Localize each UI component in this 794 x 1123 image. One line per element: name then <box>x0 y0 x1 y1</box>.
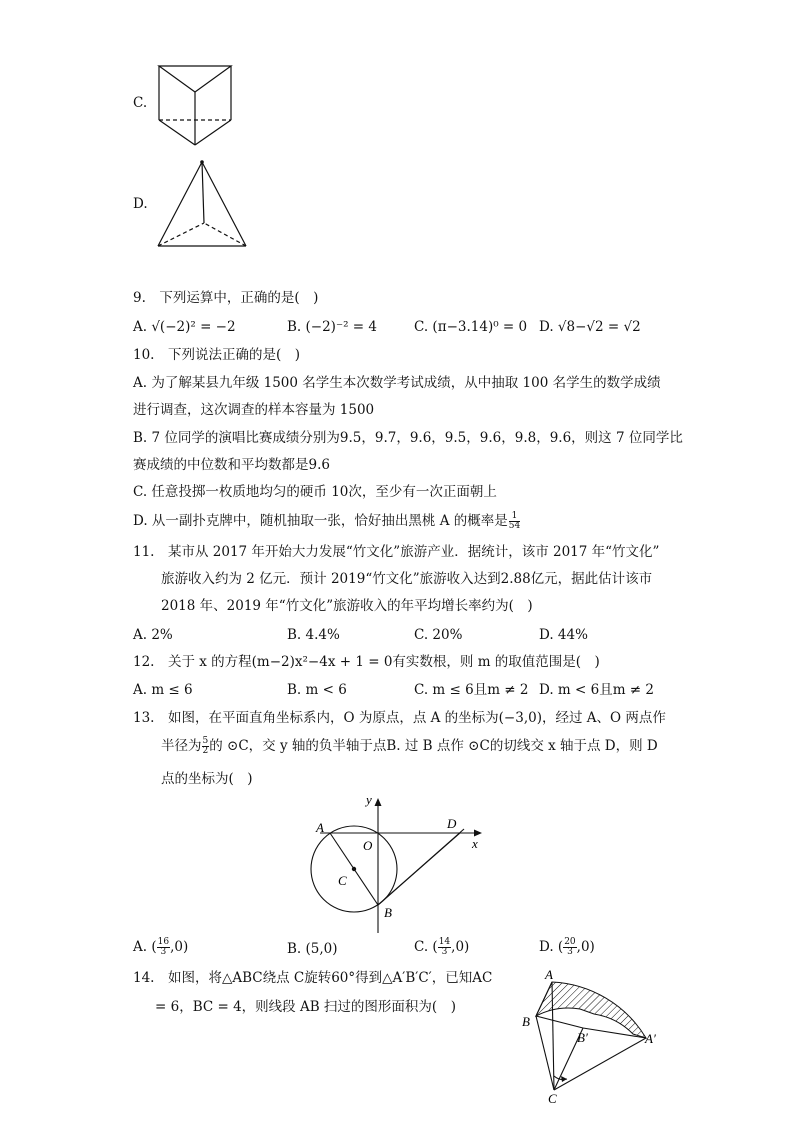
label-b: B <box>522 1014 530 1029</box>
q13-line1: 13. 如图，在平面直角坐标系内，O 为原点，点 A 的坐标为(−3,0)，经过 A、O 两点作 <box>133 710 666 726</box>
tangent-extension <box>378 829 464 905</box>
arc-chord <box>536 1016 583 1028</box>
side-a2c <box>554 1038 646 1090</box>
q11-option-b: B. 4.4% <box>287 627 340 643</box>
label-c: C <box>548 1091 557 1106</box>
q13-option-c: C. ( $\frac{14}{3}$ ,0) <box>414 937 470 957</box>
q13-option-d: D. ( $\frac{20}{3}$ ,0) <box>539 937 595 957</box>
q10-option-a-line2: 进行调查，这次调查的样本容量为 1500 <box>133 402 375 418</box>
option-d-label: D. <box>133 196 148 212</box>
q14-figure <box>515 966 675 1106</box>
q10-option-d <box>133 512 520 531</box>
prism-figure <box>150 58 240 153</box>
q11-option-d: D. 44% <box>539 627 588 643</box>
q10-option-d-text: D. 从一副扑克牌中，随机抽取一张，恰好抽出黑桃 A 的概率是 <box>133 513 508 529</box>
q13-line2: 半径为 $\frac{5}{2}$ 的 ⊙C，交 y 轴的负半轴于点B. 过 B 点作 ⊙C的切线交 x 轴于点 D，则 D <box>161 736 658 756</box>
q10-fraction: $\frac{1}{54}$ <box>508 511 521 531</box>
label-x: x <box>472 836 478 851</box>
q12-stem: 12. 关于 x 的方程(m−2)x²−4x + 1 = 0有实数根，则 m 的取值范围是( ) <box>133 654 600 670</box>
option-c-label: C. <box>133 95 148 111</box>
q13-line3: 点的坐标为( ) <box>161 771 253 787</box>
label-b: B <box>384 905 392 920</box>
q12-option-c: C. m ≤ 6且m ≠ 2 <box>414 682 529 698</box>
label-c: C <box>338 873 347 888</box>
q13-radius-fraction: $\frac{5}{2}$ <box>202 736 209 756</box>
q10-option-b-line2: 赛成绩的中位数和平均数都是9.6 <box>133 457 330 473</box>
q12-option-d: D. m < 6且m ≠ 2 <box>539 682 654 698</box>
q14-line2: = 6，BC = 4，则线段 AB 扫过的图形面积为( ) <box>155 999 456 1015</box>
y-axis-arrow <box>375 798 382 806</box>
q11-line3: 2018 年、2019 年“竹文化”旅游收入的年平均增长率约为( ) <box>161 598 533 614</box>
q9-option-a: A. √(−2)² = −2 <box>133 319 236 335</box>
q13-option-a: A. ( $\frac{16}{3}$ ,0) <box>133 937 189 957</box>
pyramid-figure <box>150 156 255 253</box>
q9-stem: 9. 下列运算中，正确的是( ) <box>133 290 319 306</box>
q11-line2: 旅游收入约为 2 亿元．预计 2019“竹文化”旅游收入达到2.88亿元，据此估计该市 <box>161 571 653 587</box>
q9-option-b: B. (−2)⁻² = 4 <box>287 319 377 335</box>
label-d: D <box>447 816 457 831</box>
label-o: O <box>363 838 373 853</box>
label-y: y <box>366 792 372 807</box>
q13-option-b: B. (5,0) <box>287 941 338 957</box>
q11-line1: 11. 某市从 2017 年开始大力发展“竹文化”旅游产业．据统计，该市 2017 年“竹文化” <box>133 544 660 560</box>
q11-option-a: A. 2% <box>133 627 173 643</box>
label-a: A <box>316 820 324 835</box>
q10-option-c: C. 任意投掷一枚质地均匀的硬币 10次，至少有一次正面朝上 <box>133 484 497 500</box>
label-b-prime: B′ <box>577 1030 588 1045</box>
q14-line1: 14. 如图，将△ABC绕点 C旋转60°得到△A′B′C′，已知AC <box>133 970 493 986</box>
center-point <box>352 867 356 871</box>
label-a: A <box>545 967 553 982</box>
q12-option-b: B. m < 6 <box>287 682 347 698</box>
q10-option-a-line1: A. 为了解某县九年级 1500 名学生本次数学考试成绩，从中抽取 100 名学生的数学成绩 <box>133 375 661 391</box>
side-bc <box>536 1016 554 1090</box>
q9-option-c: C. (π−3.14)⁰ = 0 <box>414 319 528 335</box>
label-a-prime: A′ <box>645 1031 656 1046</box>
rotation-arrow <box>561 1076 567 1082</box>
q10-stem: 10. 下列说法正确的是( ) <box>133 347 301 363</box>
q13-figure <box>300 788 500 938</box>
q9-option-d: D. √8−√2 = √2 <box>539 319 641 335</box>
q11-option-c: C. 20% <box>414 627 463 643</box>
q10-option-b-line1: B. 7 位同学的演唱比赛成绩分别为9.5，9.7，9.6，9.5，9.6，9.8，9.6，则这 7 位同学比 <box>133 430 683 446</box>
q12-option-a: A. m ≤ 6 <box>133 682 193 698</box>
